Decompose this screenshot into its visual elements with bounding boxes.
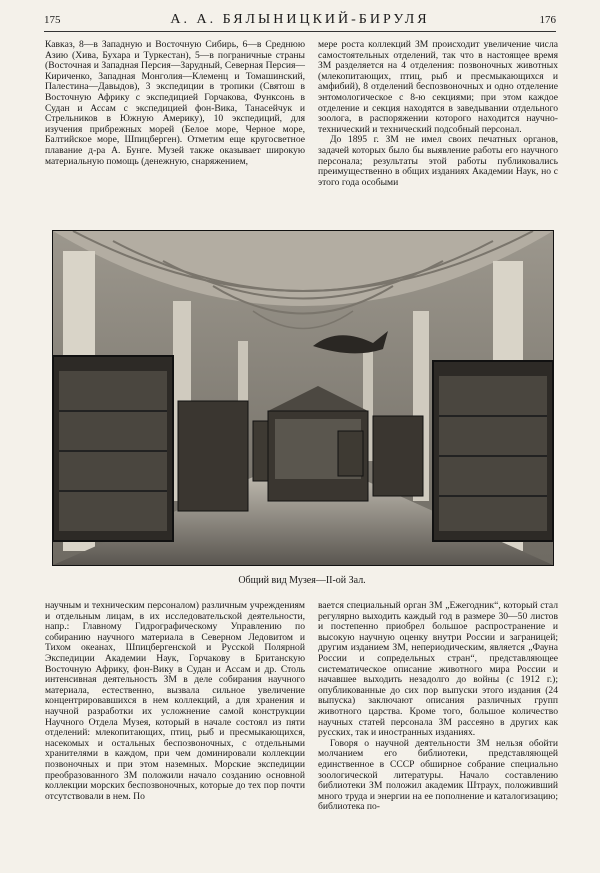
paragraph: Кавказ, 8—в Западную и Восточную Сибирь, 6—в Среднюю Азию (Хива, Бухара и Туркестан), 5—в пограничные страны (Восточная и Западная Персия—Зарудный, Северная Персия—Кириченко, Западная Монголия—Клеменц и Томашинский, Палестина—Давыдов), 3 экспедиции в тропики (Святош в Восточную Африку с экспедицией Горчакова, Функсонь в Судан и Ассам с экспедицией фон-Вика, Танасейчук и Стрельников в Южную Америку), 10 экспедиций, для изучения прибрежных морей (Белое море, Черное море, Балтийское море, Шпицберген). Отметим еще кругосветное плавание д-ра А. Бунге. Музей также оказывает широкую материальную помощь (денежную, снаряжением, <box>45 39 305 167</box>
museum-hall-illustration <box>53 231 553 565</box>
figure-caption: Общий вид Музея—II-ой Зал. <box>238 575 366 586</box>
header-rule <box>44 31 556 32</box>
text-column-top-right <box>318 40 558 188</box>
text-column-bottom-left <box>45 601 305 802</box>
running-title: А. А. БЯЛЫНИЦКИЙ-БИРУЛЯ <box>170 12 430 27</box>
page-header <box>44 10 556 32</box>
museum-hall-photo <box>52 230 554 566</box>
text-column-top-left <box>45 40 305 167</box>
page-number-left: 175 <box>44 14 61 26</box>
paragraph: научным и техническим персоналом) различным учреждениям и отдельным лицам, в их исследовательской деятельности, напр.: Главному Гидрографическому Управлению по собиранию научного материала в Северном Ледовитом и Тихом океанах, Шпицбергенской и Русской Полярной Экспедиции Академии Наук, Горчакову в Британскую Восточную Африку, фон-Вику в Судан и Ассам и др. Столь интенсивная деятельность ЗМ в деле собирания научного материала, естественно, вызвала сильное увеличение концентрировавшихся в нем коллекций, а для хранения и научной разработки их усложнение самой конструкции Научного Отдела Музея, который в начале состоял из пяти отделений: млекопитающих, птиц, рыб и пресмыкающихся, насекомых и остальных беспозвоночных, с отдельными хранителями в каждом, при чем доминировали коллекции позвоночных и при этом наземных. Морские экспедиции преобразованного ЗМ положили начало созданию основной коллекции морских беспозвоночных, которые до тех пор почти отсутствовали в нем. По <box>45 600 305 802</box>
paragraph: мере роста коллекций ЗМ происходит увеличение числа самостоятельных отделений, так что в настоящее время ЗМ разделяется на 4 отделения: позвоночных животных (млекопитающих, птиц, рыб и пресмыкающихся и амфибий), 8 отделений беспозвоночных и одно отделение энтомологическое с 8-ю секциями; при этом каждое отделение и секция находятся в заведывании отдельного зоолога, в распоряжении которого находится научно-технический и технический подсобный персонал. <box>318 39 558 135</box>
paragraph: До 1895 г. ЗМ не имел своих печатных органов, задачей которых было бы выявление работы его научного персонала; результаты этой работы публиковались преимущественно в общих изданиях Академии Наук, но с этого года особыми <box>318 134 558 188</box>
paragraph: вается специальный орган ЗМ „Ежегодник“, который стал регулярно выходить каждый год в размере 30—50 листов и постепенно приобрел большое распространение и высокую научную оценку внутри России и заграницей; другим изданием ЗМ, непериодическим, является „Фауна России и сопредельных стран“, представляющее систематическое описание животного мира России и начавшее выходить незадолго до войны (с 1912 г.); опубликованные до сих пор выпуски этого издания (24 выпуска) заключают описания различных групп животного царства. Кроме того, большое количество научных статей персонала ЗМ рассеяно в других как русских, так и иностранных изданиях. <box>318 600 558 739</box>
text-column-bottom-right <box>318 601 558 813</box>
page-number-right: 176 <box>539 14 556 26</box>
paragraph: Говоря о научной деятельности ЗМ нельзя обойти молчанием его библиотеки, представляющей единственное в СССР обширное собрание специально зоологической литературы. Начало составлению библиотеки ЗМ положил академик Штраух, положивший много труда и энергии на ее пополнение и каталогизацию; библиотека по- <box>318 737 558 813</box>
